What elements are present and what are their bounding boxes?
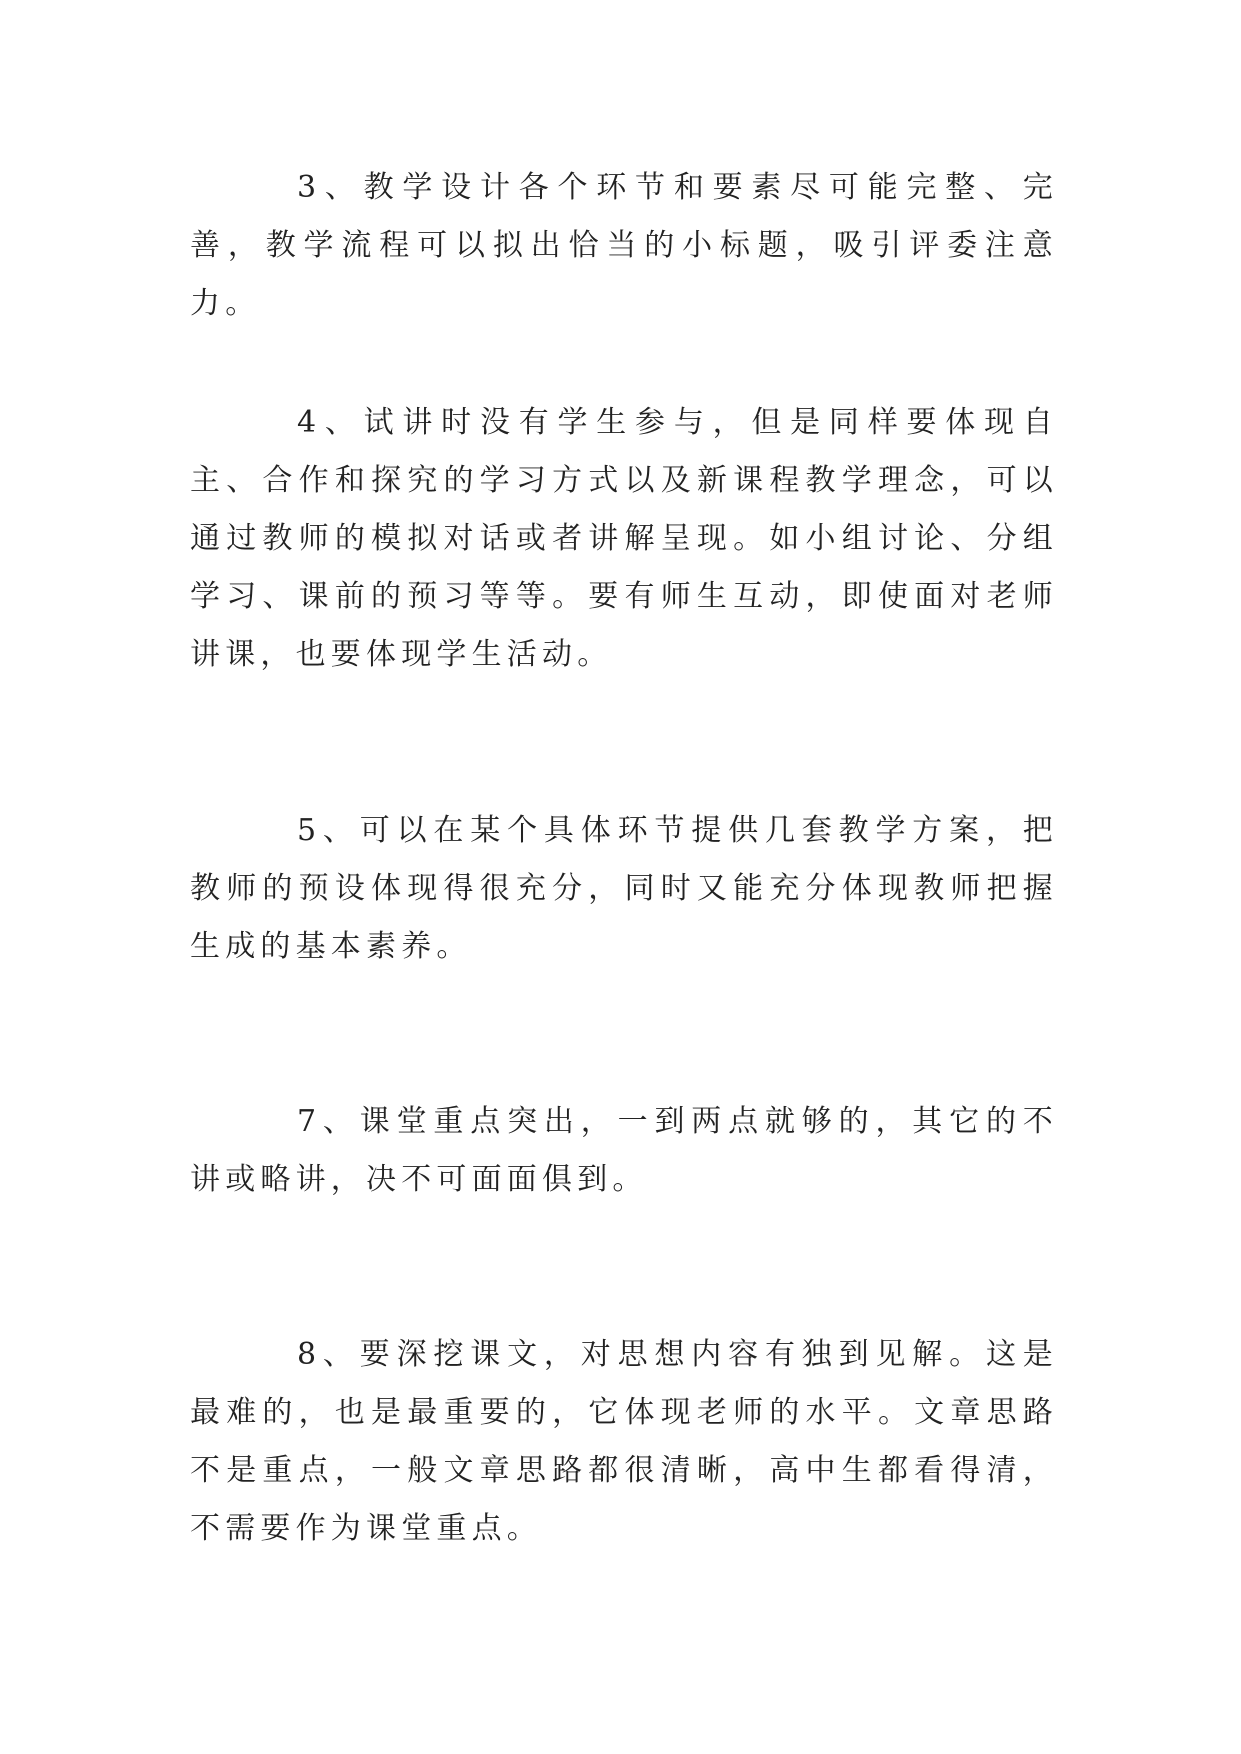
paragraph-3: 3、教学设计各个环节和要素尽可能完整、完善，教学流程可以拟出恰当的小标题，吸引评委注意力。 (190, 170, 1058, 321)
paragraph-4: 4、试讲时没有学生参与，但是同样要体现自主、合作和探究的学习方式以及新课程教学理念，可以通过教师的模拟对话或者讲解呈现。如小组讨论、分组学习、课前的预习等等。要有师生互动，即使面对老师讲课，也要体现学生活动。 (190, 405, 1058, 672)
paragraph-7: 7、课堂重点突出，一到两点就够的，其它的不讲或略讲，决不可面面俱到。 (190, 1104, 1058, 1197)
paragraph-5: 5、可以在某个具体环节提供几套教学方案，把教师的预设体现得很充分，同时又能充分体现教师把握生成的基本素养。 (190, 813, 1058, 964)
paragraph-8: 8、要深挖课文，对思想内容有独到见解。这是最难的，也是最重要的，它体现老师的水平。文章思路不是重点，一般文章思路都很清晰，高中生都看得清，不需要作为课堂重点。 (190, 1337, 1058, 1546)
